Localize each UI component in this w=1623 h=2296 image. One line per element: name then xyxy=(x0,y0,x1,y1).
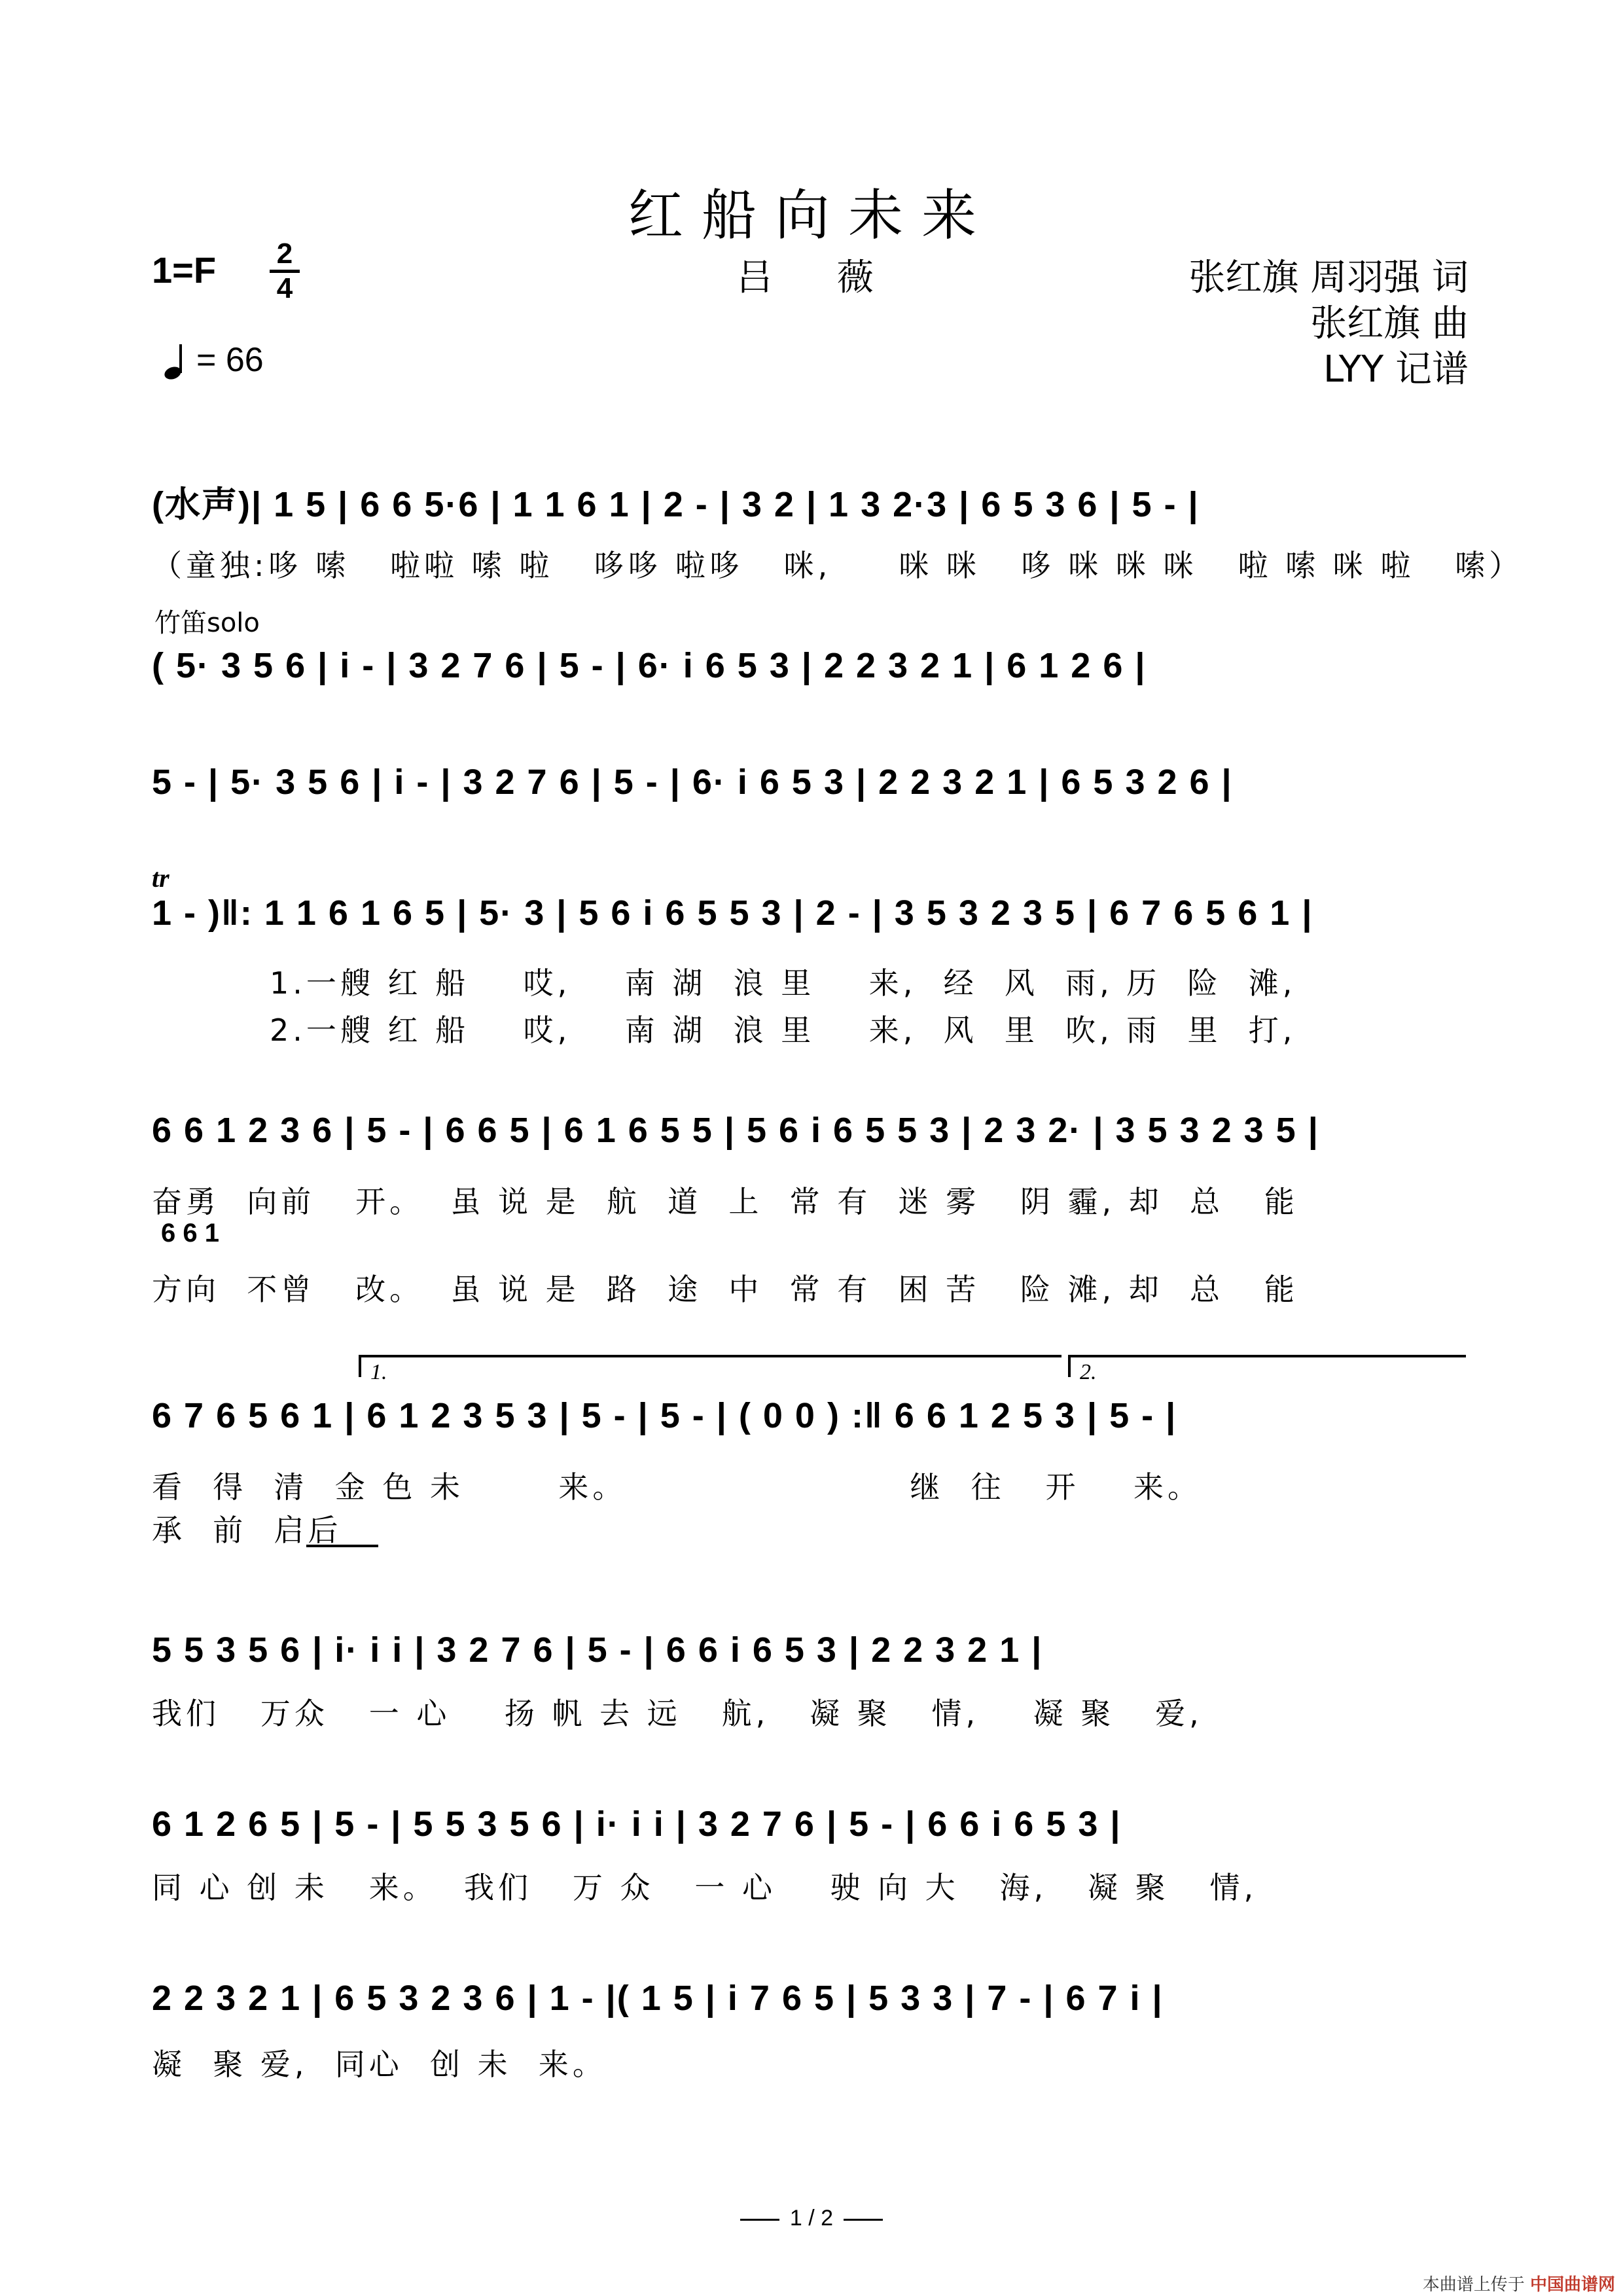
lyricists: 张红旗 周羽强 词 xyxy=(1188,257,1469,299)
site-watermark: 本曲谱上传于 中国曲谱网 xyxy=(1422,2275,1615,2295)
score-system-8: 6 1 2 6 5 | 5 - | 5 5 3 5 6 | i· i i | 3 2 7 6 | 5 - | 6 6 i 6 5 3 | xyxy=(152,1804,1122,1844)
score-system-6: 6 7 6 5 6 1 | 6 1 2 3 5 3 | 5 - | 5 - | ( 0 0 ) :‖ 6 6 1 2 5 3 | 5 - | xyxy=(152,1396,1177,1435)
lyric-line-9-1: 凝 聚 爱, 同心 创 未 来。 xyxy=(152,2047,607,2082)
quarter-note-icon xyxy=(161,342,200,381)
score-system-3: 5 - | 5· 3 5 6 | i - | 3 2 7 6 | 5 - | 6· i 6 5 3 | 2 2 3 2 1 | 6 5 3 2 6 | xyxy=(152,762,1233,802)
alt-notes: 6 6 1 xyxy=(161,1219,219,1247)
time-signature-bottom: 4 xyxy=(276,272,293,304)
transcriber: LYY 记谱 xyxy=(1323,348,1469,391)
time-signature-top: 2 xyxy=(276,238,293,270)
trill-mark: tr xyxy=(152,863,169,893)
lyric-line-7-1: 我们 万众 一 心 扬 帆 去 远 航, 凝 聚 情, 凝 聚 爱, xyxy=(152,1696,1203,1731)
score-system-5: 6 6 1 2 3 6 | 5 - | 6 6 5 | 6 1 6 5 5 | 5 6 i 6 5 5 3 | 2 3 2· | 3 5 3 2 3 5 | xyxy=(152,1111,1319,1150)
lyric-line-6-1: 看 得 清 金 色 未 来。 继 往 开 来。 xyxy=(152,1469,1202,1505)
singer: 吕 薇 xyxy=(736,257,900,299)
lyric-line-4-2: 2.一艘 红 船 哎, 南 湖 浪 里 来, 风 里 吹, 雨 里 打, xyxy=(270,1013,1296,1048)
lyric-underline xyxy=(306,1545,378,1547)
lyric-line-5-2: 方向 不曾 改。 虽 说 是 路 途 中 常 有 困 苦 险 滩, 却 总 能 xyxy=(152,1272,1298,1307)
key-signature: 1=F xyxy=(152,249,217,291)
brand-logo: 中国曲谱网 xyxy=(1529,2275,1615,2295)
score-system-7: 5 5 3 5 6 | i· i i | 3 2 7 6 | 5 - | 6 6 i 6 5 3 | 2 2 3 2 1 | xyxy=(152,1630,1043,1670)
lyric-line-1-1: （童独:哆 嗦 啦啦 嗦 啦 哆哆 啦哆 咪, 咪 咪 哆 咪 咪 咪 啦 嗦 咪 啦 嗦） xyxy=(152,548,1524,583)
lyric-line-4-1: 1.一艘 红 船 哎, 南 湖 浪 里 来, 经 风 雨, 历 险 滩, xyxy=(270,965,1296,1001)
score-system-9: 2 2 3 2 1 | 6 5 3 2 3 6 | 1 - |( 1 5 | i 7 6 5 | 5 3 3 | 7 - | 6 7 i | xyxy=(152,1979,1164,2018)
volta-first-ending: 1. xyxy=(359,1355,1061,1377)
score-system-2: ( 5· 3 5 6 | i - | 3 2 7 6 | 5 - | 6· i 6 5 3 | 2 2 3 2 1 | 6 1 2 6 | xyxy=(152,646,1147,685)
score-system-4: 1 - )‖: 1 1 6 1 6 5 | 5· 3 | 5 6 i 6 5 5 3 | 2 - | 3 5 3 2 3 5 | 6 7 6 5 6 1 | xyxy=(152,893,1313,933)
tempo-marking: = 66 xyxy=(196,341,264,379)
page-title: 红船向未来 xyxy=(628,183,995,247)
lyric-line-5-1: 奋勇 向前 开。 虽 说 是 航 道 上 常 有 迷 雾 阴 霾, 却 总 能 xyxy=(152,1184,1298,1219)
volta-second-ending: 2. xyxy=(1068,1355,1466,1377)
lyric-line-8-1: 同 心 创 未 来。 我们 万 众 一 心 驶 向 大 海, 凝 聚 情, xyxy=(152,1870,1258,1905)
score-system-1: (水声)| 1 5 | 6 6 5·6 | 1 1 6 1 | 2 - | 3 2 | 1 3 2·3 | 6 5 3 6 | 5 - | xyxy=(152,485,1200,524)
time-signature xyxy=(270,240,300,303)
composer: 张红旗 曲 xyxy=(1310,302,1469,345)
lyric-line-6-2: 承 前 启后 xyxy=(152,1513,342,1548)
instrument-label: 竹笛solo xyxy=(154,608,260,638)
page-number: 1 / 2 xyxy=(0,2206,1623,2231)
